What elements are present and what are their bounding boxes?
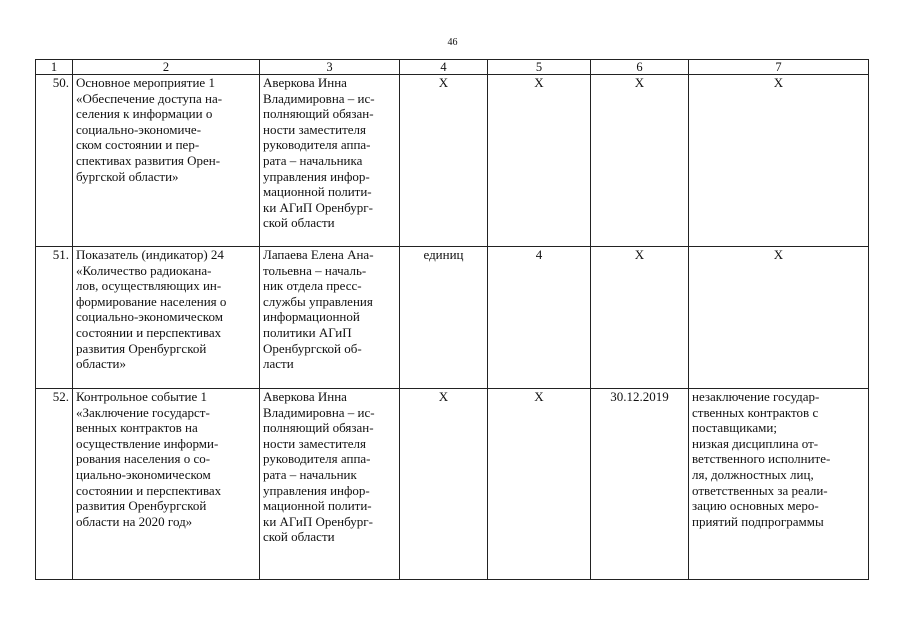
row-col-6: 30.12.2019 xyxy=(591,389,689,580)
row-col-7: Х xyxy=(689,75,869,247)
row-responsible: Лапаева Елена Ана- тольевна – началь- ник отдела пресс- службы управления информационной политики АГиП Оренбургской об- ласти xyxy=(260,247,400,389)
row-col-4: Х xyxy=(400,389,488,580)
row-name: Основное мероприятие 1 «Обеспечение доступа на- селения к информации о социально-экономиче- ском состоянии и пер- спективах развития Орен- бургской области» xyxy=(73,75,260,247)
page-number: 46 xyxy=(447,37,458,48)
column-header-4: 4 xyxy=(400,60,488,75)
column-header-3: 3 xyxy=(260,60,400,75)
row-responsible: Аверкова Инна Владимировна – ис- полняющий обязан- ности заместителя руководителя аппа- рата – начальник управления инфор- мационной полити- ки АГиП Оренбург- ской области xyxy=(260,389,400,580)
row-col-6: Х xyxy=(591,75,689,247)
row-col-7: Х xyxy=(689,247,869,389)
table-row xyxy=(36,247,869,389)
column-header-6: 6 xyxy=(591,60,689,75)
row-col-4: Х xyxy=(400,75,488,247)
column-header-1: 1 xyxy=(36,60,73,75)
row-col-5: 4 xyxy=(488,247,591,389)
row-col-7: незаключение государ- ственных контрактов с поставщиками; низкая дисциплина от- ветственного исполните- ля, должностных лиц, ответственных за реали- зацию основных меро- приятий подпрограммы xyxy=(689,389,869,580)
row-responsible: Аверкова Инна Владимировна – ис- полняющий обязан- ности заместителя руководителя аппа- рата – начальника управления инфор- мационной полити- ки АГиП Оренбург- ской области xyxy=(260,75,400,247)
row-col-5: Х xyxy=(488,75,591,247)
row-col-4: единиц xyxy=(400,247,488,389)
row-number: 52. xyxy=(36,389,73,580)
row-number: 51. xyxy=(36,247,73,389)
column-header-2: 2 xyxy=(73,60,260,75)
header-row xyxy=(36,60,869,75)
column-header-7: 7 xyxy=(689,60,869,75)
column-header-5: 5 xyxy=(488,60,591,75)
row-name: Показатель (индикатор) 24 «Количество радиокана- лов, осуществляющих ин- формирование населения о социально-экономическом состоянии и перспективах развития Оренбургской области» xyxy=(73,247,260,389)
data-table xyxy=(35,59,869,580)
row-name: Контрольное событие 1 «Заключение государст- венных контрактов на осуществление информи- рования населения о со- циально-экономическом состоянии и перспективах развития Оренбургской области на 2020 год» xyxy=(73,389,260,580)
table-row xyxy=(36,389,869,580)
table-row xyxy=(36,75,869,247)
row-number: 50. xyxy=(36,75,73,247)
row-col-5: Х xyxy=(488,389,591,580)
row-col-6: Х xyxy=(591,247,689,389)
